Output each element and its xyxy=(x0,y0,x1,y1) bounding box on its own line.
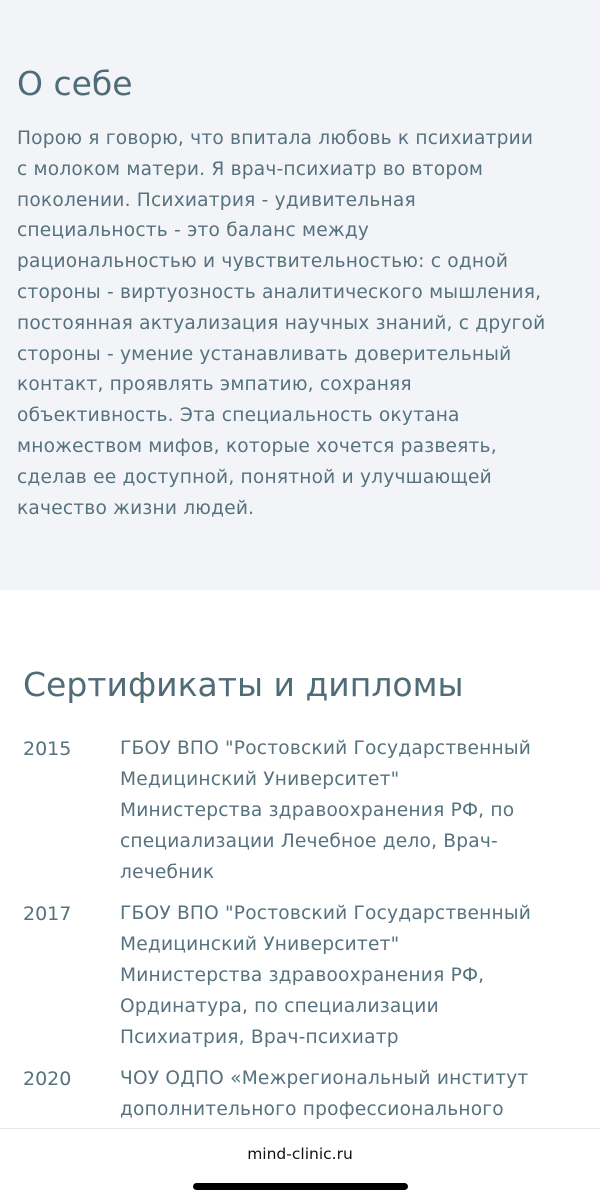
about-text-line: стороны - умение устанавливать доверительный xyxy=(17,343,512,365)
certificate-year: 2020 xyxy=(23,1068,72,1090)
certificate-description-line: дополнительного профессионального xyxy=(120,1098,504,1120)
about-text-line: поколении. Психиатрия - удивительная xyxy=(17,189,416,211)
certificate-description-line: Министерства здравоохранения РФ, по xyxy=(120,799,515,821)
about-text-line: контакт, проявлять эмпатию, сохраняя xyxy=(17,374,412,396)
about-text-line: специальность - это баланс между xyxy=(17,220,370,242)
certificate-year: 2017 xyxy=(23,903,72,925)
certificate-description-line: Министерства здравоохранения РФ, xyxy=(120,964,485,986)
about-section xyxy=(0,0,600,590)
certificate-description-line: Ординатура, по специализации xyxy=(120,995,439,1017)
certificate-description-line: Медицинский Университет" xyxy=(120,768,400,790)
certificate-description-line: ГБОУ ВПО "Ростовский Государственный xyxy=(120,738,532,759)
about-text-line: качество жизни людей. xyxy=(17,497,255,519)
about-text-line: объективность. Эта специальность окутана xyxy=(17,405,460,427)
about-title: О себе xyxy=(17,64,133,103)
home-indicator[interactable] xyxy=(193,1183,408,1190)
certificate-description-line: лечебник xyxy=(120,861,215,883)
about-text-line: стороны - виртуозность аналитического мышления, xyxy=(17,281,542,303)
certificate-description-line: специализации Лечебное дело, Врач- xyxy=(120,830,498,852)
about-text-line: постоянная актуализация научных знаний, с другой xyxy=(17,312,546,334)
certificate-description xyxy=(120,899,531,1054)
about-text-line: сделав ее доступной, понятной и улучшающей xyxy=(17,466,492,488)
about-text-line: множеством мифов, которые хочется развеять, xyxy=(17,435,497,457)
about-text xyxy=(17,124,545,524)
certificates-title: Сертификаты и дипломы xyxy=(23,665,464,704)
certificate-description xyxy=(120,734,531,889)
browser-address-bar[interactable] xyxy=(0,1128,600,1201)
certificate-description-line: Медицинский Университет" xyxy=(120,933,400,955)
about-text-line: рациональностью и чувствительностью: с одной xyxy=(17,251,509,273)
certificate-description-line: ГБОУ ВПО "Ростовский Государственный xyxy=(120,903,532,924)
certificate-year: 2015 xyxy=(23,738,72,760)
certificate-description xyxy=(120,1064,528,1126)
certificate-description-line: Психиатрия, Врач-психиатр xyxy=(120,1026,399,1048)
certificate-description-line: ЧОУ ОДПО «Межрегиональный институт xyxy=(120,1068,529,1089)
about-text-line: Порою я говорю, что впитала любовь к психиатрии xyxy=(17,128,534,149)
browser-url[interactable]: mind-clinic.ru xyxy=(247,1145,353,1163)
about-text-line: с молоком матери. Я врач-психиатр во втором xyxy=(17,158,484,180)
